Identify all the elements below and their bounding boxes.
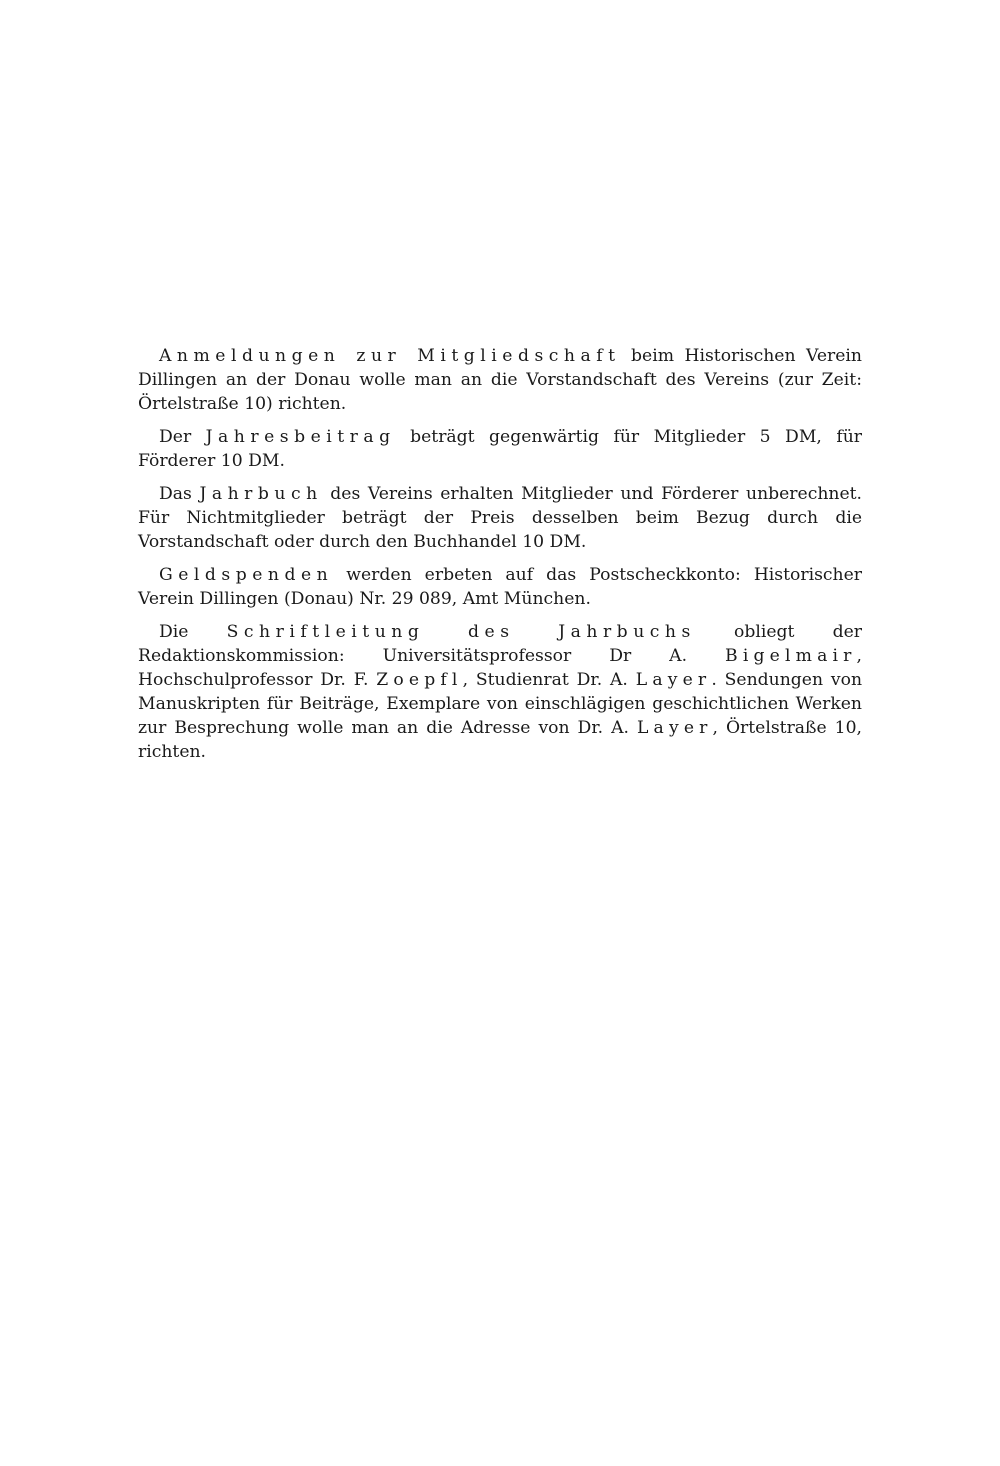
spaced-term: Jahresbeitrag [205,427,396,447]
text-run: des Vereins erhalten Mitglieder und Förderer unberechnet. Für Nichtmitglieder beträgt der Preis desselben beim Bezug durch die Vorstandschaft oder durch den Buchhandel 10 DM. [138,484,863,552]
spaced-name: Layer [635,670,712,690]
text-run: , Hochschulprofessor Dr. F. [138,646,862,690]
spaced-term: Schriftleitung des Jahrbuchs [226,622,696,642]
text-run: Die [159,622,227,642]
spaced-name: Bigelmair [725,646,857,666]
spaced-name: Layer [636,718,713,738]
spaced-term: Jahrbuch [199,484,323,504]
text-run: , Örtelstraße 10, richten. [138,718,863,762]
paragraph-yearbook [138,482,862,554]
spaced-term: Geldspenden [159,565,334,585]
text-run: Das [159,484,200,504]
notice-text-block [138,344,862,773]
text-run: , Studienrat Dr. A. [462,670,636,690]
paragraph-membership [138,344,862,416]
text-run: beträgt gegenwärtig für Mitglieder 5 DM, für Förderer 10 DM. [138,427,862,471]
spaced-term: Anmeldungen zur Mitgliedschaft [159,346,621,366]
spaced-name: Zoepfl [376,670,463,690]
text-run: Der [159,427,206,447]
text-run: obliegt der Redaktionskommission: Universitätsprofessor Dr A. [138,622,862,666]
paragraph-annual-fee [138,425,862,473]
paragraph-donations [138,563,862,611]
paragraph-editorial [138,620,862,764]
text-run: . Sendungen von Manuskripten für Beiträge, Exemplare von einschlägigen geschichtlichen Werken zur Besprechung wolle man an die Adresse von Dr. A. [138,670,863,738]
text-run: beim Historischen Verein Dillingen an der Donau wolle man an die Vorstandschaft des Vereins (zur Zeit: Örtelstraße 10) richten. [138,346,862,414]
text-run: werden erbeten auf das Postscheckkonto: Historischer Verein Dillingen (Donau) Nr. 29 089, Amt München. [138,565,862,609]
